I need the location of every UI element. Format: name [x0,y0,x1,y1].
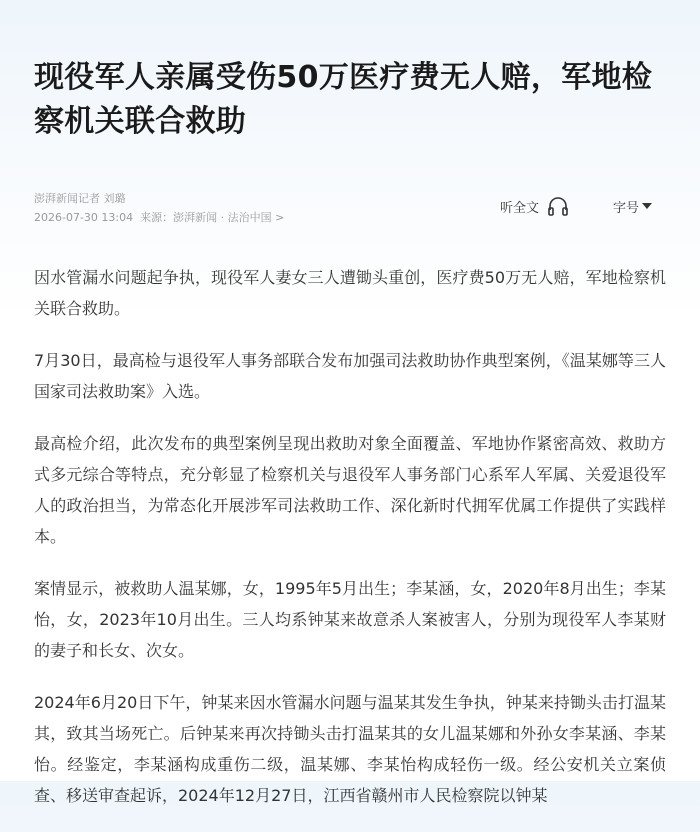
byline: 澎湃新闻记者 刘璐 [34,192,126,205]
source-link[interactable]: 澎湃新闻 · 法治中国 > [173,211,285,224]
publish-datetime: 2026-07-30 13:04 [34,211,134,224]
font-size-button[interactable] [613,197,652,216]
font-size-label: 字号 [612,200,639,216]
article-tools [500,196,652,216]
publish-info [34,208,284,227]
source-label: 来源： [140,211,174,224]
paragraph: 案情显示，被救助人温某娜，女，1995年5月出生；李某涵，女，2020年8月出生；李某怡，女，2023年10月出生。三人均系钟某来故意杀人案被害人，分别为现役军人李某财的妻子和长女、次女。 [34,579,666,660]
headphones-icon [547,196,569,216]
caret-down-icon [642,203,652,209]
article-title: 现役军人亲属受伤50万医疗费无人赔，军地检察机关联合救助 [34,60,653,139]
paragraph: 7月30日，最高检与退役军人事务部联合发布加强司法救助协作典型案例，《温某娜等三人国家司法救助案》入选。 [34,351,666,401]
paragraph: 2024年6月20日下午，钟某来因水管漏水问题与温某其发生争执，钟某来持锄头击打温某其，致其当场死亡。后钟某来再次持锄头击打温某其的女儿温某娜和外孙女李某涵、李某怡。经鉴定，李某涵构成重伤二级，温某娜、李某怡构成轻伤一级。经公安机关立案侦查、移送审查起诉，2024年12月27日，江西省赣州市人民检察院以钟某 [34,693,666,805]
paragraph: 最高检介绍，此次发布的典型案例呈现出救助对象全面覆盖、军地协作紧密高效、救助方式多元综合等特点，充分彰显了检察机关与退役军人事务部门心系军人军属、关爱退役军人的政治担当，为常态化开展涉军司法救助工作、深化新时代拥军优属工作提供了实践样本。 [34,434,666,546]
paragraph: 因水管漏水问题起争执，现役军人妻女三人遭锄头重创，医疗费50万无人赔，军地检察机关联合救助。 [34,268,666,318]
article-body [34,262,666,832]
listen-full-text-button[interactable] [500,196,569,216]
listen-label: 听全文 [499,200,539,216]
article-meta [34,189,284,227]
